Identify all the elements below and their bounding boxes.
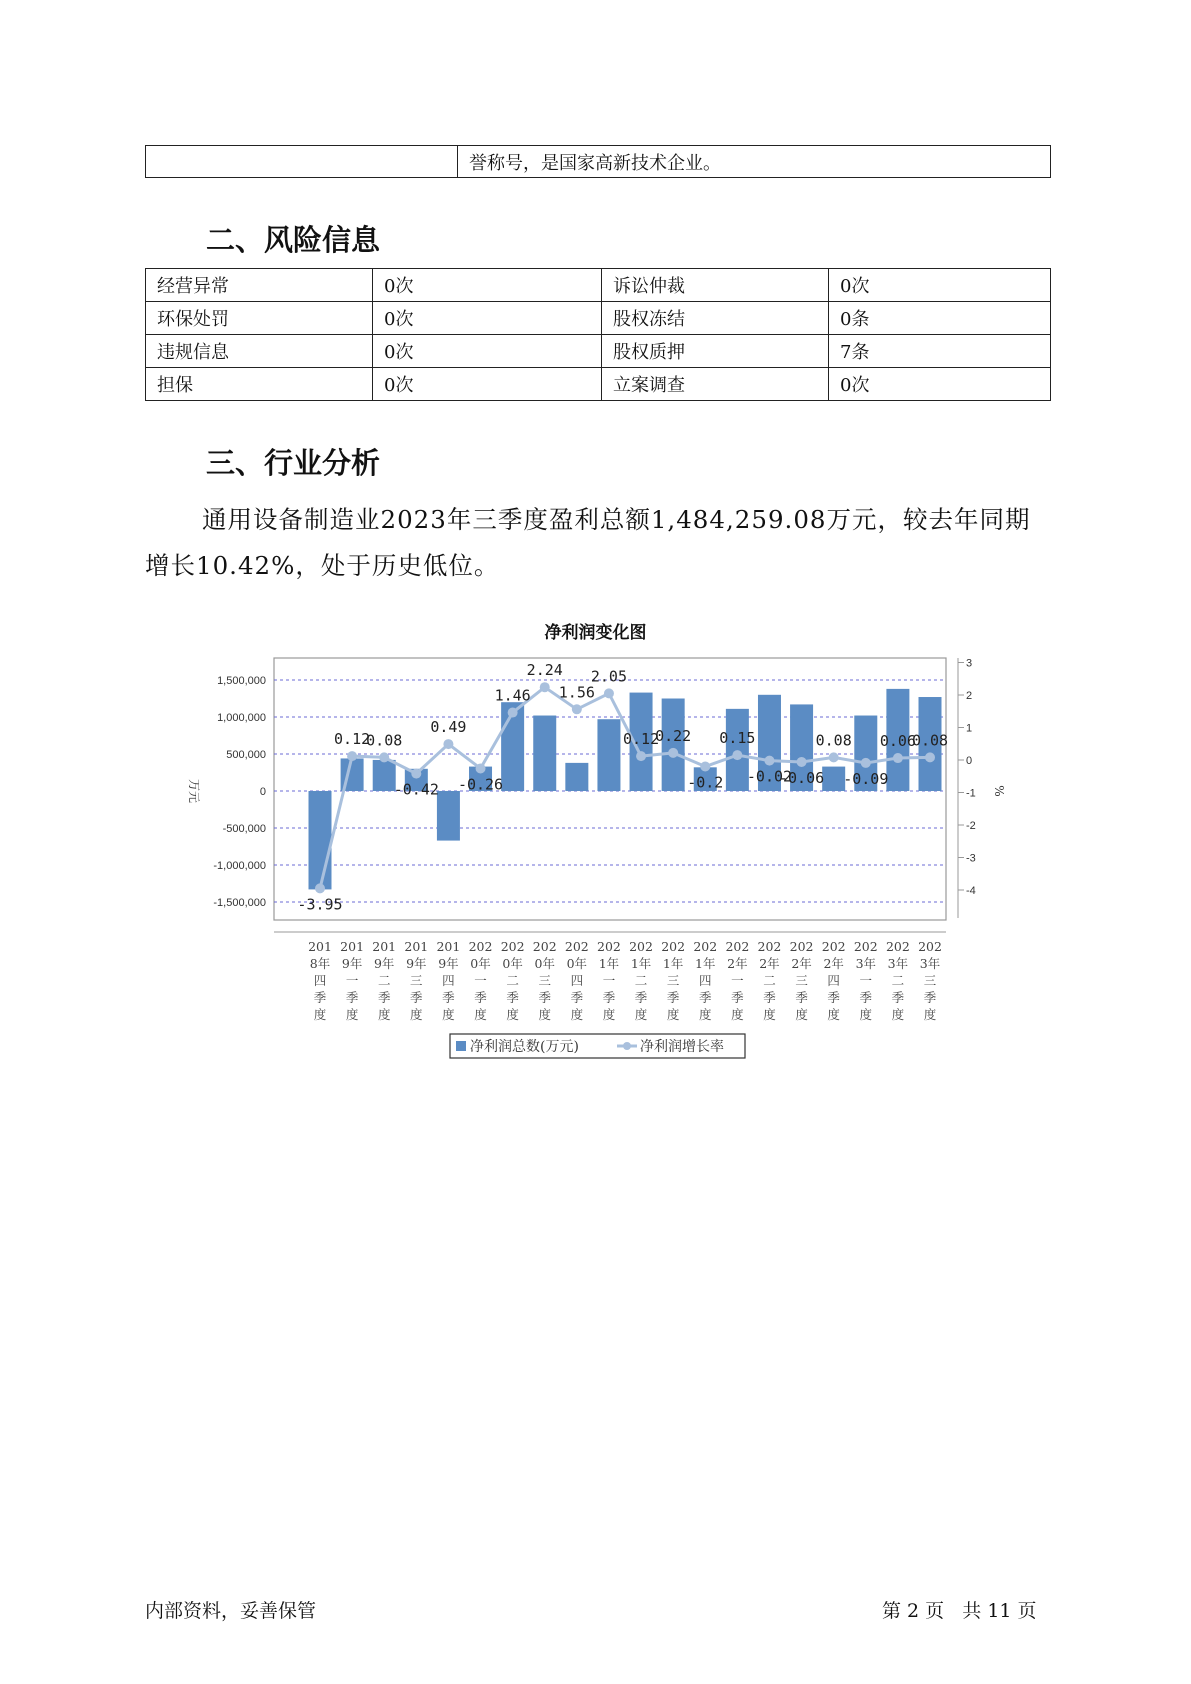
- x-tick-label: 2年: [759, 956, 780, 971]
- growth-rate-point: [411, 769, 421, 779]
- risk-value: 0次: [829, 368, 1051, 401]
- x-tick-label: 二: [891, 973, 905, 988]
- bar: [565, 763, 588, 791]
- x-tick-label: 202: [564, 939, 589, 954]
- x-tick-label: 季: [827, 990, 840, 1005]
- y-right-tick-label: -4: [966, 885, 976, 897]
- x-tick-label: 四: [827, 973, 840, 988]
- growth-rate-data-label: 0.08: [366, 731, 403, 750]
- x-tick-label: 四: [442, 973, 455, 988]
- growth-rate-data-label: -0.2: [687, 773, 724, 792]
- x-tick-label: 度: [313, 1007, 327, 1022]
- growth-rate-point: [476, 763, 486, 773]
- growth-rate-point: [443, 739, 453, 749]
- growth-rate-data-label: 0.06: [879, 732, 916, 751]
- x-tick-label: 3年: [919, 956, 941, 971]
- x-tick-label: 三: [538, 973, 551, 988]
- x-tick-label: 2年: [823, 956, 844, 971]
- growth-rate-point: [636, 751, 646, 761]
- x-tick-label: 202: [821, 939, 846, 954]
- growth-rate-point: [540, 682, 550, 692]
- x-tick-label: 度: [410, 1007, 423, 1022]
- y-left-axis-label: 万元: [187, 778, 201, 804]
- x-tick-label: 三: [666, 973, 680, 988]
- growth-rate-point: [700, 762, 710, 772]
- growth-rate-data-label: -3.95: [297, 895, 343, 914]
- risk-label: 经营异常: [146, 269, 373, 302]
- y-left-tick-label: 1,000,000: [217, 712, 266, 724]
- x-tick-label: 1年: [695, 956, 716, 971]
- section-heading-risk: 二、风险信息: [206, 223, 381, 257]
- x-tick-label: 202: [597, 939, 621, 954]
- x-tick-label: 201: [372, 939, 397, 954]
- x-tick-label: 度: [506, 1007, 519, 1022]
- x-tick-label: 9年: [406, 956, 427, 971]
- growth-rate-point: [797, 757, 807, 767]
- x-tick-label: 四: [570, 973, 584, 988]
- growth-rate-point: [668, 748, 678, 758]
- x-tick-label: 202: [885, 939, 910, 954]
- x-tick-label: 2年: [727, 956, 748, 971]
- x-tick-label: 度: [923, 1007, 937, 1022]
- growth-rate-data-label: 0.08: [911, 731, 949, 750]
- growth-rate-data-label: 1.46: [494, 686, 531, 705]
- chart-title: 净利润变化图: [544, 623, 647, 643]
- x-tick-label: 201: [436, 939, 461, 954]
- table-cell: 誉称号，是国家高新技术企业。: [458, 146, 1051, 178]
- x-tick-label: 9年: [341, 956, 363, 971]
- y-right-tick-label: 3: [966, 657, 973, 670]
- x-tick-label: 2年: [791, 956, 812, 971]
- risk-label: 违规信息: [146, 335, 373, 368]
- x-tick-label: 季: [442, 990, 455, 1005]
- y-left-tick-label: 0: [259, 786, 266, 798]
- x-tick-label: 3年: [887, 956, 909, 971]
- risk-label: 立案调查: [602, 368, 829, 401]
- risk-value: 0次: [373, 335, 602, 368]
- x-tick-label: 度: [763, 1007, 776, 1022]
- x-tick-label: 季: [377, 990, 391, 1005]
- x-tick-label: 度: [442, 1007, 455, 1022]
- footer-confidential: 内部资料，妥善保管: [145, 1600, 317, 1622]
- x-tick-label: 季: [923, 990, 937, 1005]
- x-tick-label: 季: [891, 990, 905, 1005]
- x-tick-label: 201: [308, 939, 332, 954]
- growth-rate-data-label: 0.22: [655, 726, 692, 745]
- growth-rate-data-label: -0.42: [393, 780, 439, 799]
- growth-rate-data-label: 2.24: [526, 661, 563, 680]
- growth-rate-point: [861, 758, 871, 768]
- y-right-tick-label: 2: [966, 690, 973, 702]
- legend-line-marker: [623, 1042, 631, 1050]
- x-tick-label: 季: [666, 990, 680, 1005]
- growth-rate-data-label: -0.02: [746, 767, 793, 786]
- growth-rate-data-label: 2.05: [590, 667, 628, 686]
- bar: [309, 791, 332, 889]
- industry-paragraph-text: 通用设备制造业2023年三季度盈利总额1,484,259.08万元，较去年同期增长10.42%，处于历史低位。: [145, 505, 1031, 580]
- growth-rate-point: [829, 752, 839, 762]
- bar: [822, 767, 845, 791]
- y-left-tick-label: 500,000: [226, 749, 266, 761]
- x-tick-label: 三: [795, 973, 808, 988]
- x-tick-label: 四: [313, 973, 327, 988]
- bar: [726, 709, 749, 791]
- y-right-tick-label: -2: [966, 820, 976, 832]
- growth-rate-point: [508, 708, 518, 718]
- x-tick-label: 季: [731, 990, 744, 1005]
- x-tick-label: 季: [634, 990, 648, 1005]
- growth-rate-point: [379, 752, 389, 762]
- x-tick-label: 季: [506, 990, 519, 1005]
- x-tick-label: 202: [789, 939, 814, 954]
- x-tick-label: 季: [345, 990, 359, 1005]
- x-tick-label: 度: [377, 1007, 391, 1022]
- x-tick-label: 0年: [470, 956, 491, 971]
- x-tick-label: 季: [410, 990, 423, 1005]
- growth-rate-data-label: 0.08: [815, 731, 852, 750]
- growth-rate-data-label: -0.26: [457, 775, 504, 794]
- y-left-tick-label: -1,500,000: [213, 897, 266, 909]
- x-tick-label: 202: [725, 939, 750, 954]
- legend-bar-label: 净利润总数(万元): [470, 1039, 579, 1055]
- x-tick-label: 季: [763, 990, 776, 1005]
- growth-rate-data-label: 0.15: [719, 729, 756, 748]
- x-tick-label: 季: [474, 990, 487, 1005]
- x-tick-label: 202: [629, 939, 653, 954]
- growth-rate-point: [893, 753, 903, 763]
- y-left-tick-label: 1,500,000: [217, 675, 266, 687]
- x-tick-label: 季: [699, 990, 712, 1005]
- risk-value: 7条: [829, 335, 1051, 368]
- x-tick-label: 二: [634, 973, 648, 988]
- y-right-tick-label: -1: [966, 787, 976, 800]
- x-tick-label: 202: [468, 939, 493, 954]
- risk-label: 诉讼仲裁: [602, 269, 829, 302]
- y-right-tick-label: -3: [966, 852, 976, 865]
- growth-rate-point: [572, 704, 582, 714]
- x-tick-label: 9年: [438, 956, 459, 971]
- growth-rate-data-label: 1.56: [558, 683, 595, 702]
- x-tick-label: 二: [763, 973, 776, 988]
- x-tick-label: 季: [795, 990, 808, 1005]
- x-tick-label: 度: [570, 1007, 584, 1022]
- x-tick-label: 一: [345, 973, 359, 988]
- x-tick-label: 度: [666, 1007, 680, 1022]
- x-tick-label: 季: [313, 990, 327, 1005]
- y-right-tick-label: 0: [966, 755, 973, 767]
- x-tick-label: 度: [634, 1007, 648, 1022]
- risk-value: 0条: [829, 302, 1051, 335]
- x-tick-label: 季: [570, 990, 584, 1005]
- x-tick-label: 季: [859, 990, 873, 1005]
- growth-rate-point: [604, 688, 614, 698]
- y-right-axis-label: %: [992, 785, 1006, 797]
- x-tick-label: 一: [602, 973, 616, 988]
- x-tick-label: 202: [532, 939, 557, 954]
- x-tick-label: 202: [661, 939, 686, 954]
- x-tick-label: 202: [853, 939, 878, 954]
- risk-label: 环保处罚: [146, 302, 373, 335]
- x-tick-label: 202: [918, 939, 942, 954]
- x-tick-label: 1年: [630, 956, 652, 971]
- x-tick-label: 0年: [502, 956, 523, 971]
- x-tick-label: 度: [859, 1007, 873, 1022]
- x-tick-label: 202: [693, 939, 718, 954]
- y-right-tick-label: 1: [966, 722, 973, 735]
- risk-label: 担保: [146, 368, 373, 401]
- x-tick-label: 1年: [662, 956, 684, 971]
- x-tick-label: 一: [474, 973, 487, 988]
- x-tick-label: 0年: [534, 956, 555, 971]
- x-tick-label: 度: [891, 1007, 905, 1022]
- x-tick-label: 202: [500, 939, 525, 954]
- growth-rate-point: [925, 752, 935, 762]
- x-tick-label: 度: [731, 1007, 744, 1022]
- x-tick-label: 度: [345, 1007, 359, 1022]
- x-tick-label: 度: [699, 1007, 712, 1022]
- x-tick-label: 度: [474, 1007, 487, 1022]
- x-tick-label: 201: [340, 939, 365, 954]
- x-tick-label: 二: [377, 973, 391, 988]
- bar: [373, 760, 396, 791]
- growth-rate-point: [315, 883, 325, 893]
- risk-label: 股权质押: [602, 335, 829, 368]
- growth-rate-point: [347, 751, 357, 761]
- bar: [533, 716, 556, 791]
- x-tick-label: 二: [506, 973, 519, 988]
- risk-label: 股权冻结: [602, 302, 829, 335]
- x-tick-label: 度: [795, 1007, 808, 1022]
- risk-value: 0次: [373, 269, 602, 302]
- x-tick-label: 四: [699, 973, 712, 988]
- section-heading-industry: 三、行业分析: [206, 446, 381, 480]
- x-tick-label: 三: [410, 973, 423, 988]
- bar: [597, 719, 620, 791]
- bar: [437, 791, 460, 841]
- x-tick-label: 1年: [598, 956, 620, 971]
- x-tick-label: 度: [602, 1007, 616, 1022]
- risk-value: 0次: [373, 302, 602, 335]
- risk-value: 0次: [829, 269, 1051, 302]
- legend-line-label: 净利润增长率: [640, 1039, 724, 1055]
- x-tick-label: 季: [602, 990, 616, 1005]
- x-tick-label: 9年: [373, 956, 395, 971]
- x-tick-label: 8年: [309, 956, 331, 971]
- x-tick-label: 0年: [566, 956, 588, 971]
- risk-value: 0次: [373, 368, 602, 401]
- growth-rate-point: [764, 756, 774, 766]
- growth-rate-data-label: 0.12: [334, 730, 371, 749]
- x-tick-label: 一: [859, 973, 873, 988]
- growth-rate-point: [732, 750, 742, 760]
- x-tick-label: 一: [731, 973, 744, 988]
- y-left-tick-label: -500,000: [222, 823, 266, 835]
- footer-page-number: 第 2 页 共 11 页: [882, 1600, 1037, 1622]
- growth-rate-data-label: -0.06: [779, 768, 825, 787]
- x-tick-label: 三: [923, 973, 937, 988]
- x-tick-label: 3年: [855, 956, 877, 971]
- growth-rate-data-label: 0.49: [430, 718, 467, 737]
- legend-bar-swatch: [456, 1041, 466, 1051]
- growth-rate-data-label: 0.12: [622, 730, 660, 749]
- y-left-tick-label: -1,000,000: [213, 860, 266, 872]
- x-tick-label: 度: [538, 1007, 551, 1022]
- x-tick-label: 度: [827, 1007, 840, 1022]
- x-tick-label: 季: [538, 990, 551, 1005]
- x-tick-label: 202: [757, 939, 782, 954]
- x-tick-label: 201: [404, 939, 429, 954]
- growth-rate-data-label: -0.09: [843, 769, 889, 788]
